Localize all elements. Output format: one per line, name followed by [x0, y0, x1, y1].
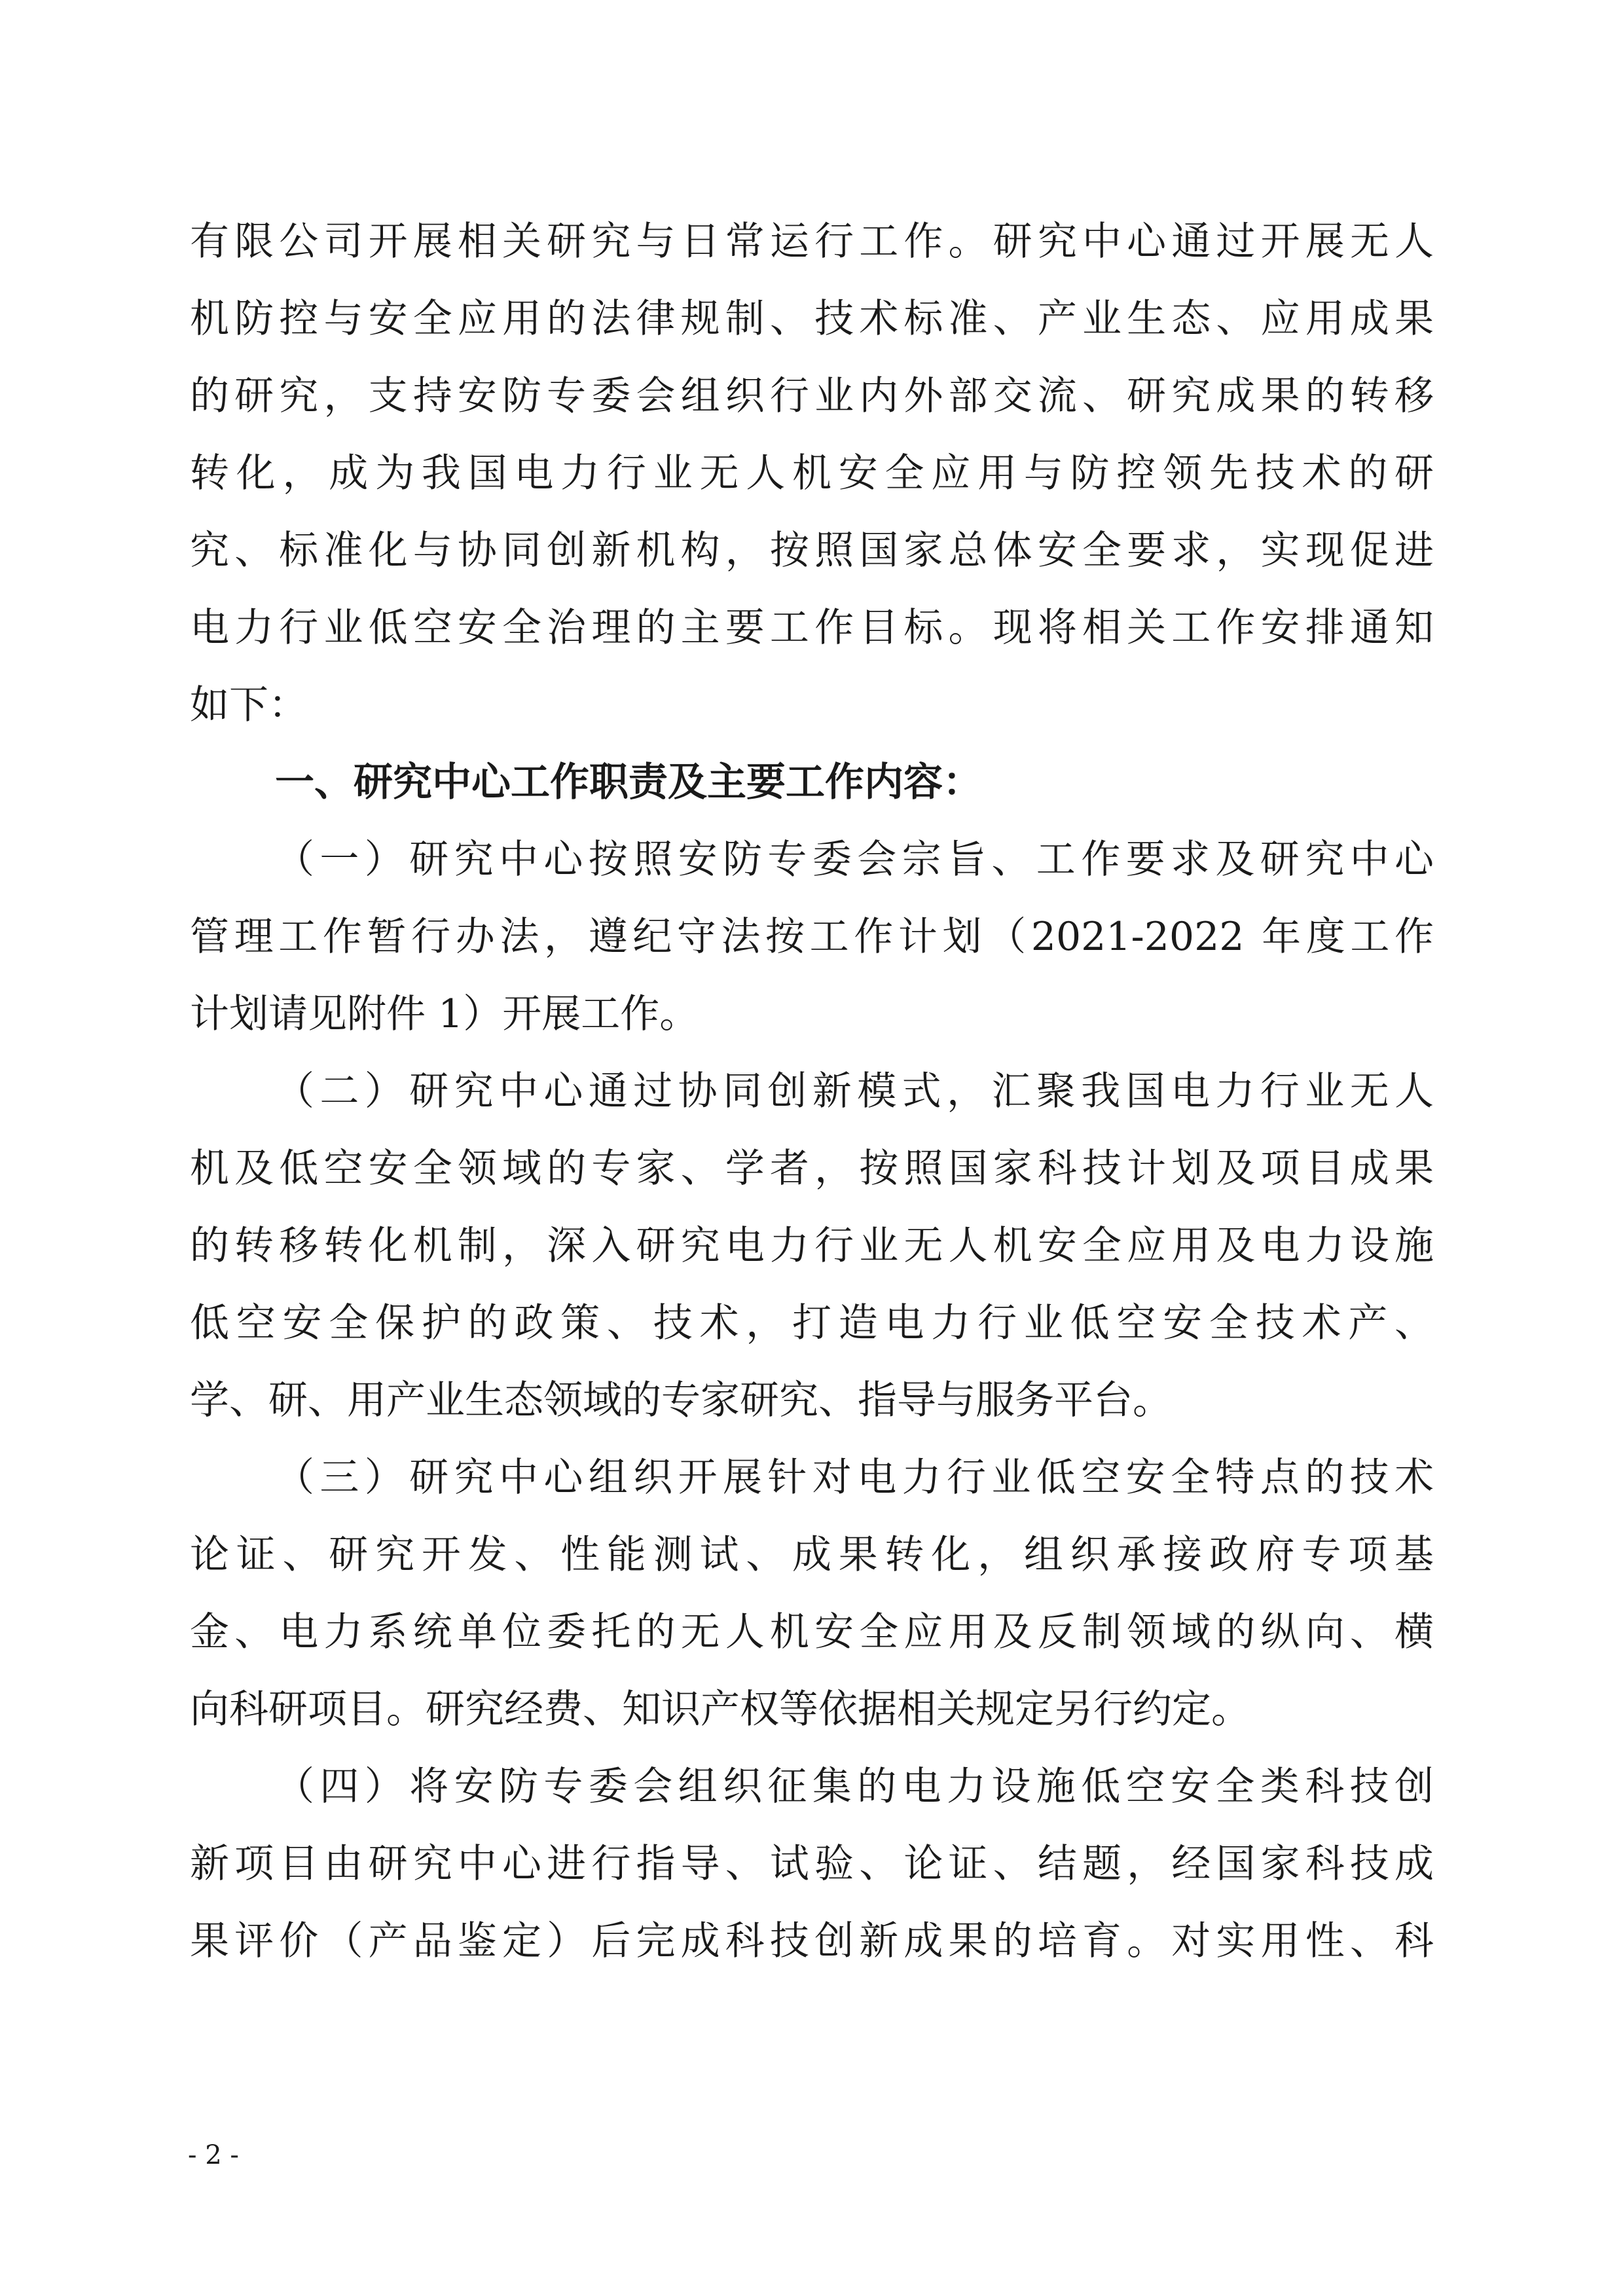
paragraph-line: （四）将安防专委会组织征集的电力设施低空安全类科技创	[275, 1764, 1434, 1810]
page-number: - 2 -	[188, 2140, 239, 2170]
paragraph-line: （三）研究中心组织开展针对电力行业低空安全特点的技术	[275, 1455, 1434, 1501]
paragraph-line: 果评价（产品鉴定）后完成科技创新成果的培育。对实用性、科	[190, 1918, 1434, 1964]
paragraph-line: 计划请见附件 1）开展工作。	[190, 991, 699, 1037]
paragraph-line: 金、电力系统单位委托的无人机安全应用及反制领域的纵向、横	[190, 1609, 1434, 1655]
paragraph-line: 向科研项目。研究经费、知识产权等依据相关规定另行约定。	[190, 1686, 1250, 1732]
paragraph-line: 转化，成为我国电力行业无人机安全应用与防控领先技术的研	[190, 450, 1434, 496]
paragraph-line: 新项目由研究中心进行指导、试验、论证、结题，经国家科技成	[190, 1841, 1434, 1887]
section-heading: 一、研究中心工作职责及主要工作内容：	[275, 759, 982, 805]
paragraph-line: 论证、研究开发、性能测试、成果转化，组织承接政府专项基	[190, 1532, 1434, 1578]
paragraph-line: 究、标准化与协同创新机构，按照国家总体安全要求，实现促进	[190, 528, 1434, 574]
paragraph-line: 的研究，支持安防专委会组织行业内外部交流、研究成果的转移	[190, 373, 1434, 419]
paragraph-line: 电力行业低空安全治理的主要工作目标。现将相关工作安排通知	[190, 605, 1434, 651]
paragraph-line: 的转移转化机制，深入研究电力行业无人机安全应用及电力设施	[190, 1223, 1434, 1269]
paragraph-line: 低空安全保护的政策、技术，打造电力行业低空安全技术产、	[190, 1300, 1434, 1346]
paragraph-line: 机防控与安全应用的法律规制、技术标准、产业生态、应用成果	[190, 296, 1434, 342]
paragraph-line: 管理工作暂行办法，遵纪守法按工作计划（2021-2022 年度工作	[190, 914, 1434, 960]
paragraph-line: 有限公司开展相关研究与日常运行工作。研究中心通过开展无人	[190, 219, 1434, 264]
paragraph-line: 学、研、用产业生态领域的专家研究、指导与服务平台。	[190, 1377, 1172, 1423]
paragraph-line: 机及低空安全领域的专家、学者，按照国家科技计划及项目成果	[190, 1146, 1434, 1192]
paragraph-line: （二）研究中心通过协同创新模式，汇聚我国电力行业无人	[275, 1068, 1434, 1114]
paragraph-line: 如下：	[190, 682, 308, 728]
paragraph-line: （一）研究中心按照安防专委会宗旨、工作要求及研究中心	[275, 837, 1434, 883]
